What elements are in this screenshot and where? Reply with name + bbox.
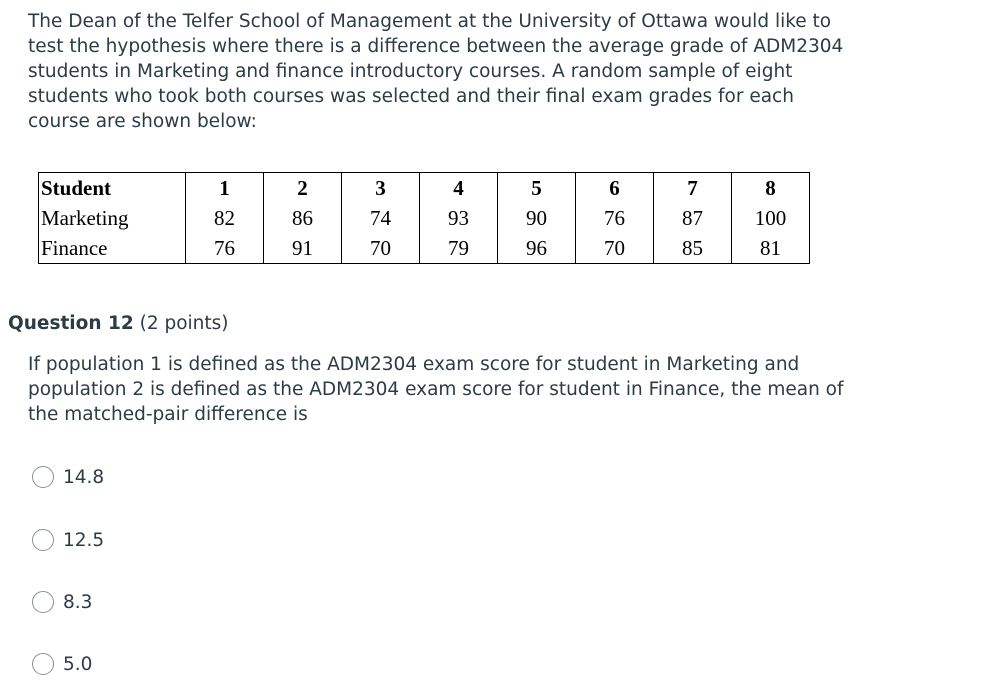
- table-cell: 76: [186, 233, 264, 264]
- table-cell: 76: [576, 203, 654, 233]
- answer-label: 12.5: [63, 529, 105, 551]
- intro-text: The Dean of the Telfer School of Management at the University of Ottawa would like to test the hypothesis where there is a difference between the average grade of ADM2304 students in Marketing and finance introductory courses. A random sample of eight students who took both courses was selected and their final exam grades for each course are shown below:: [28, 11, 844, 132]
- answer-option[interactable]: [32, 466, 104, 488]
- table-row: [39, 233, 810, 264]
- table-cell: 85: [654, 233, 732, 264]
- table-row-label: Student: [39, 173, 186, 204]
- radio-button[interactable]: [32, 466, 54, 488]
- answer-label: 14.8: [63, 466, 105, 488]
- radio-button[interactable]: [32, 591, 54, 613]
- table-cell: 1: [186, 173, 264, 204]
- table-row-label: Finance: [39, 233, 186, 264]
- table-cell: 74: [342, 203, 420, 233]
- table-row: [39, 203, 810, 233]
- table-cell: 7: [654, 173, 732, 204]
- table-cell: 93: [420, 203, 498, 233]
- table-cell: 5: [498, 173, 576, 204]
- answer-option[interactable]: [32, 591, 92, 613]
- table-cell: 3: [342, 173, 420, 204]
- radio-button[interactable]: [32, 653, 54, 675]
- table-cell: 70: [342, 233, 420, 264]
- table-cell: 91: [264, 233, 342, 264]
- table-cell: 86: [264, 203, 342, 233]
- question-title: Question 12: [8, 313, 134, 334]
- table-cell: 87: [654, 203, 732, 233]
- radio-button[interactable]: [32, 529, 54, 551]
- answer-option[interactable]: [32, 529, 104, 551]
- table-cell: 82: [186, 203, 264, 233]
- table-cell: 4: [420, 173, 498, 204]
- grades-table: [38, 172, 810, 264]
- table-header-row: [39, 173, 810, 204]
- table-cell: 2: [264, 173, 342, 204]
- question-text: If population 1 is defined as the ADM2304 exam score for student in Marketing and population 2 is defined as the ADM2304 exam score for student in Finance, the mean of the matched-pair difference is: [28, 354, 844, 425]
- table-cell: 8: [732, 173, 810, 204]
- table-cell: 90: [498, 203, 576, 233]
- question-header: [8, 313, 229, 334]
- answer-label: 8.3: [63, 591, 93, 613]
- table-cell: 81: [732, 233, 810, 264]
- table-cell: 6: [576, 173, 654, 204]
- question-points: (2 points): [139, 313, 229, 334]
- table-row-label: Marketing: [39, 203, 186, 233]
- table-cell: 79: [420, 233, 498, 264]
- table-cell: 100: [732, 203, 810, 233]
- table-cell: 96: [498, 233, 576, 264]
- answer-option[interactable]: [32, 653, 92, 675]
- table-cell: 70: [576, 233, 654, 264]
- answer-label: 5.0: [63, 653, 93, 675]
